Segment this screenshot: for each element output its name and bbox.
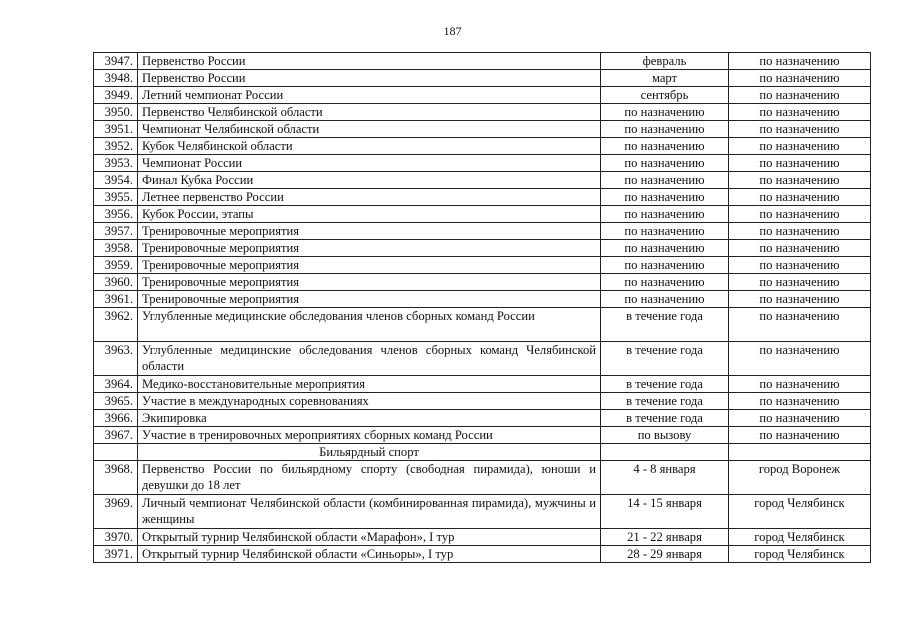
table-row: [94, 393, 871, 410]
table-row: [94, 546, 871, 563]
event-name: Медико-восстановительные мероприятия: [138, 376, 601, 393]
event-date: по назначению: [601, 104, 729, 121]
event-place: по назначению: [729, 240, 871, 257]
event-date: в течение года: [601, 342, 729, 376]
row-number: 3961.: [94, 291, 138, 308]
event-place: по назначению: [729, 172, 871, 189]
event-date: по вызову: [601, 427, 729, 444]
table-row: [94, 529, 871, 546]
event-place: по назначению: [729, 393, 871, 410]
event-place: по назначению: [729, 138, 871, 155]
table-row: [94, 291, 871, 308]
event-name: Тренировочные мероприятия: [138, 240, 601, 257]
row-number: 3965.: [94, 393, 138, 410]
event-date: март: [601, 70, 729, 87]
row-number: 3962.: [94, 308, 138, 342]
row-number: 3956.: [94, 206, 138, 223]
table-row: [94, 257, 871, 274]
event-place: по назначению: [729, 206, 871, 223]
event-place: по назначению: [729, 376, 871, 393]
row-number: 3948.: [94, 70, 138, 87]
row-number: 3952.: [94, 138, 138, 155]
event-name: Чемпионат Челябинской области: [138, 121, 601, 138]
event-name: Тренировочные мероприятия: [138, 274, 601, 291]
event-place: по назначению: [729, 257, 871, 274]
event-date: в течение года: [601, 410, 729, 427]
event-place: по назначению: [729, 274, 871, 291]
event-date: февраль: [601, 53, 729, 70]
event-name: Тренировочные мероприятия: [138, 291, 601, 308]
table-row: [94, 223, 871, 240]
row-number: 3950.: [94, 104, 138, 121]
row-number: 3957.: [94, 223, 138, 240]
row-number: 3959.: [94, 257, 138, 274]
event-date: по назначению: [601, 138, 729, 155]
row-number: 3954.: [94, 172, 138, 189]
event-name: Первенство России по бильярдному спорту (свободная пирамида), юноши и девушки до 18 лет: [138, 461, 601, 495]
event-place: по назначению: [729, 410, 871, 427]
table-row: [94, 189, 871, 206]
row-number: 3968.: [94, 461, 138, 495]
table-row: [94, 342, 871, 376]
event-name: Кубок России, этапы: [138, 206, 601, 223]
row-number: 3953.: [94, 155, 138, 172]
event-date: по назначению: [601, 206, 729, 223]
table-row: [94, 155, 871, 172]
event-name: Чемпионат России: [138, 155, 601, 172]
row-number: 3960.: [94, 274, 138, 291]
row-number: 3947.: [94, 53, 138, 70]
table-row: [94, 104, 871, 121]
event-place: по назначению: [729, 121, 871, 138]
event-name: Открытый турнир Челябинской области «Марафон», I тур: [138, 529, 601, 546]
table-row: [94, 274, 871, 291]
event-date: в течение года: [601, 308, 729, 342]
event-name: Первенство России: [138, 70, 601, 87]
row-number: 3970.: [94, 529, 138, 546]
event-date: по назначению: [601, 223, 729, 240]
table-row: [94, 121, 871, 138]
event-place: по назначению: [729, 342, 871, 376]
event-date: по назначению: [601, 291, 729, 308]
event-name: Личный чемпионат Челябинской области (комбинированная пирамида), мужчины и женщины: [138, 495, 601, 529]
event-date: по назначению: [601, 121, 729, 138]
event-name: Открытый турнир Челябинской области «Синьоры», I тур: [138, 546, 601, 563]
row-number: 3958.: [94, 240, 138, 257]
event-date: по назначению: [601, 189, 729, 206]
event-name: Летний чемпионат России: [138, 87, 601, 104]
table-row: [94, 308, 871, 342]
event-date: сентябрь: [601, 87, 729, 104]
table-row: [94, 138, 871, 155]
event-name: Участие в тренировочных мероприятиях сборных команд России: [138, 427, 601, 444]
event-place: по назначению: [729, 308, 871, 342]
section-place-cell: [729, 444, 871, 461]
events-table-body: [94, 53, 871, 563]
row-number: 3969.: [94, 495, 138, 529]
table-row: [94, 87, 871, 104]
event-name: Тренировочные мероприятия: [138, 257, 601, 274]
row-number: 3971.: [94, 546, 138, 563]
event-name: Участие в международных соревнованиях: [138, 393, 601, 410]
event-date: по назначению: [601, 155, 729, 172]
section-number-cell: [94, 444, 138, 461]
event-name: Углубленные медицинские обследования членов сборных команд России: [138, 308, 601, 342]
table-row: [94, 206, 871, 223]
table-row: [94, 376, 871, 393]
table-row: [94, 410, 871, 427]
row-number: 3951.: [94, 121, 138, 138]
table-row: [94, 240, 871, 257]
event-date: в течение года: [601, 376, 729, 393]
event-place: город Челябинск: [729, 495, 871, 529]
table-row: [94, 70, 871, 87]
event-name: Тренировочные мероприятия: [138, 223, 601, 240]
event-place: город Челябинск: [729, 529, 871, 546]
event-name: Летнее первенство России: [138, 189, 601, 206]
event-place: по назначению: [729, 291, 871, 308]
event-place: по назначению: [729, 427, 871, 444]
table-row: [94, 461, 871, 495]
event-place: по назначению: [729, 70, 871, 87]
row-number: 3966.: [94, 410, 138, 427]
table-row: [94, 172, 871, 189]
event-place: по назначению: [729, 87, 871, 104]
table-row: [94, 495, 871, 529]
event-name: Кубок Челябинской области: [138, 138, 601, 155]
row-number: 3963.: [94, 342, 138, 376]
row-number: 3955.: [94, 189, 138, 206]
event-date: 4 - 8 января: [601, 461, 729, 495]
event-date: по назначению: [601, 257, 729, 274]
event-place: город Воронеж: [729, 461, 871, 495]
section-title: Бильярдный спорт: [138, 444, 601, 461]
page-number: 187: [443, 24, 462, 38]
row-number: 3949.: [94, 87, 138, 104]
event-date: в течение года: [601, 393, 729, 410]
event-name: Экипировка: [138, 410, 601, 427]
event-date: 21 - 22 января: [601, 529, 729, 546]
section-header-row: [94, 444, 871, 461]
event-place: по назначению: [729, 53, 871, 70]
event-date: по назначению: [601, 172, 729, 189]
event-place: по назначению: [729, 223, 871, 240]
event-place: город Челябинск: [729, 546, 871, 563]
row-number: 3967.: [94, 427, 138, 444]
event-place: по назначению: [729, 189, 871, 206]
section-date-cell: [601, 444, 729, 461]
event-name: Углубленные медицинские обследования членов сборных команд Челябинской области: [138, 342, 601, 376]
row-number: 3964.: [94, 376, 138, 393]
event-date: по назначению: [601, 274, 729, 291]
table-row: [94, 427, 871, 444]
event-date: 14 - 15 января: [601, 495, 729, 529]
event-name: Финал Кубка России: [138, 172, 601, 189]
event-place: по назначению: [729, 155, 871, 172]
event-name: Первенство России: [138, 53, 601, 70]
table-row: [94, 53, 871, 70]
event-date: 28 - 29 января: [601, 546, 729, 563]
event-place: по назначению: [729, 104, 871, 121]
event-name: Первенство Челябинской области: [138, 104, 601, 121]
event-date: по назначению: [601, 240, 729, 257]
events-table: [93, 52, 871, 563]
